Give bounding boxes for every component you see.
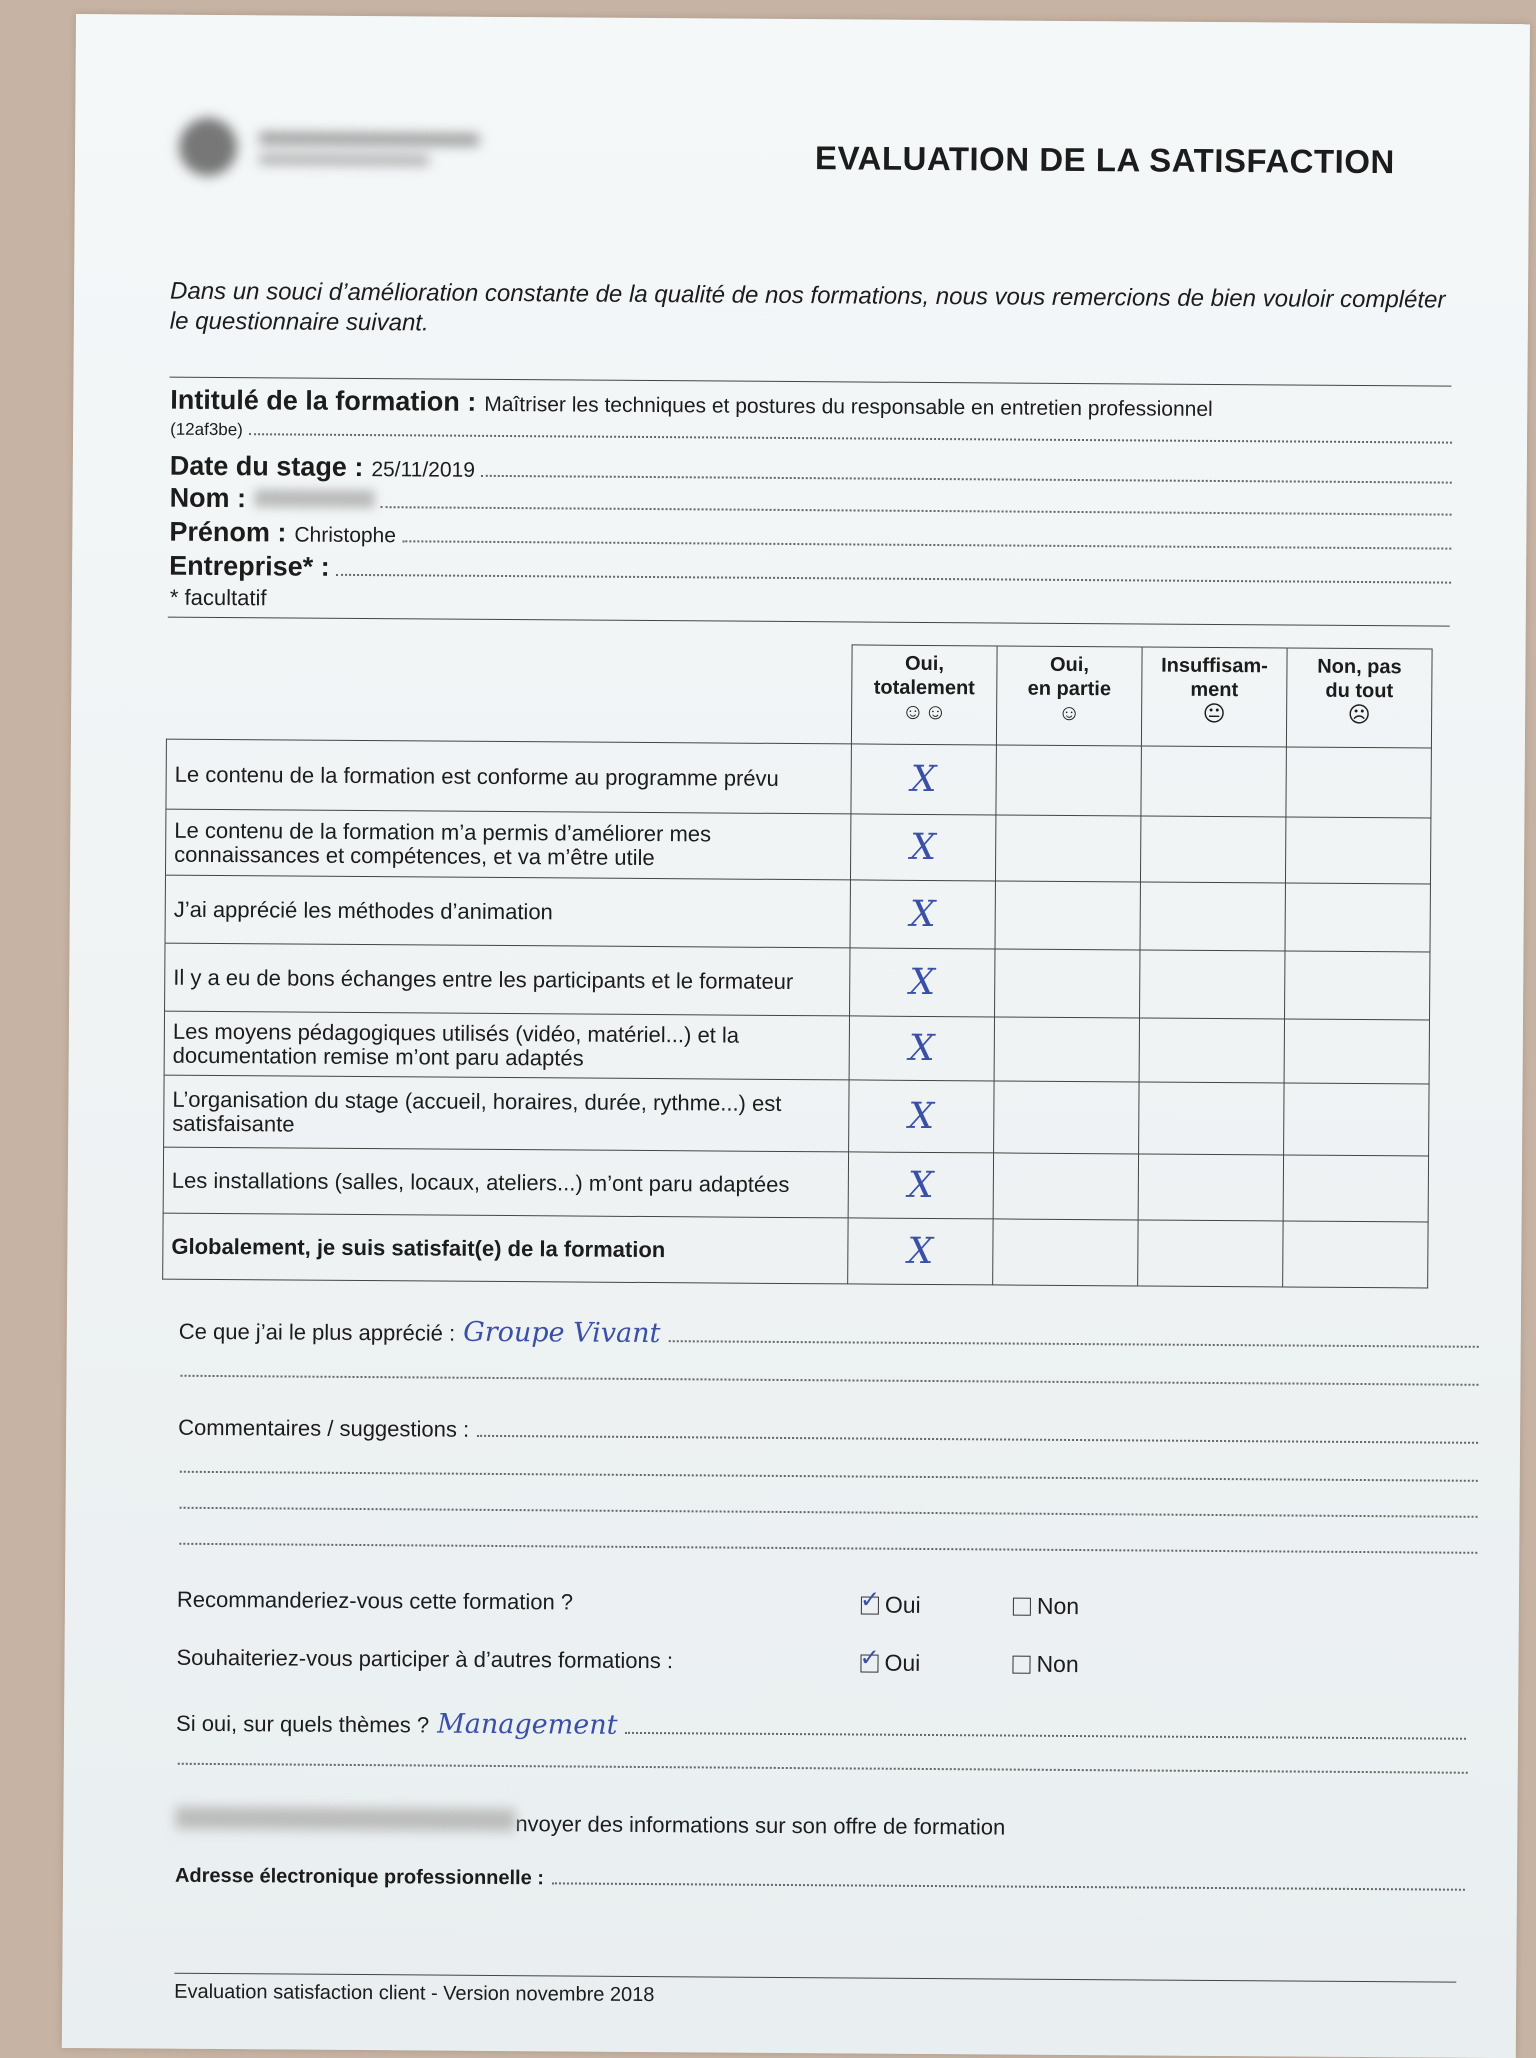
answer-cell[interactable] <box>1285 883 1430 952</box>
answer-cell[interactable] <box>1139 1018 1284 1083</box>
intro-text: Dans un souci d’amélioration constante de la qualité de nos formations, nous vous remercions de bien vouloir compléter le questionnaire suivant. <box>169 277 1446 337</box>
apprecie-field[interactable] <box>179 1315 1479 1355</box>
dotted-line <box>668 1328 1478 1348</box>
themes-handwritten: Management <box>437 1708 618 1741</box>
form-sheet <box>62 14 1530 2058</box>
answer-cell[interactable] <box>1138 1220 1283 1287</box>
recommander-question: Recommanderiez-vous cette formation ? <box>176 1586 574 1615</box>
cross-mark-icon: X <box>910 758 937 801</box>
divider <box>168 617 1450 627</box>
answer-cell[interactable] <box>851 744 996 815</box>
col-header-oui-en-partie: Oui, en partie ☺ <box>996 646 1142 746</box>
date-value: 25/11/2019 <box>371 458 475 482</box>
dotted-line <box>380 492 1452 515</box>
table-row <box>163 1147 1428 1222</box>
answer-cell[interactable] <box>1283 1155 1428 1222</box>
dotted-line <box>552 1870 1465 1890</box>
dotted-line <box>180 1375 1478 1386</box>
answer-cell[interactable] <box>994 1081 1139 1154</box>
cross-mark-icon: X <box>909 961 936 1004</box>
answer-cell[interactable] <box>995 949 1140 1018</box>
cross-mark-icon: X <box>910 826 937 869</box>
prenom-value: Christophe <box>294 523 397 548</box>
table-row <box>166 739 1431 818</box>
table-row <box>165 943 1430 1020</box>
redacted-name <box>254 489 374 508</box>
answer-cell[interactable] <box>1140 882 1285 951</box>
cross-mark-icon: X <box>907 1230 934 1273</box>
answer-cell[interactable] <box>848 1152 993 1219</box>
sad-face-icon: ☹ <box>1347 701 1371 728</box>
prenom-label: Prénom : <box>169 516 287 548</box>
answer-cell[interactable] <box>850 880 995 949</box>
cross-mark-icon: X <box>907 1164 934 1207</box>
question-text: Le contenu de la formation m’a permis d’améliorer mes connaissances et compétences, et va m’être utile <box>165 809 850 880</box>
intitule-field[interactable] <box>170 385 1452 425</box>
dotted-line <box>180 1507 1478 1518</box>
nom-label: Nom : <box>169 482 247 514</box>
question-text: Il y a eu de bons échanges entre les participants et le formateur <box>165 943 850 1016</box>
answer-cell[interactable] <box>1285 951 1430 1020</box>
answer-cell[interactable] <box>848 1218 993 1285</box>
footer-text: Evaluation satisfaction client - Version novembre 2018 <box>174 1980 655 2007</box>
question-text: L’organisation du stage (accueil, horaires, durée, rythme...) est satisfaisante <box>164 1075 849 1152</box>
smiley-icon: ☺ <box>1057 699 1081 726</box>
commentaires-field[interactable] <box>178 1415 1478 1450</box>
answer-cell[interactable] <box>1284 1083 1429 1156</box>
question-text: Les installations (salles, locaux, ateliers...) m’ont paru adaptées <box>163 1147 848 1218</box>
checked-checkbox-icon[interactable] <box>860 1654 878 1672</box>
recommander-non-option[interactable]: Non <box>1013 1593 1079 1620</box>
redacted-text <box>175 1807 515 1831</box>
answer-cell[interactable] <box>993 1153 1138 1220</box>
entreprise-field[interactable] <box>169 551 1451 591</box>
themes-field[interactable] <box>176 1707 1466 1747</box>
double-smiley-icon: ☺☺ <box>901 698 947 725</box>
adresse-label: Adresse électronique professionnelle : <box>174 1864 545 1890</box>
recommander-oui-option[interactable]: ✓ Oui <box>861 1592 921 1619</box>
question-text: Les moyens pédagogiques utilisés (vidéo, matériel...) et la documentation remise m’ont paru adaptés <box>164 1011 849 1080</box>
checkbox-icon[interactable] <box>1013 1597 1031 1615</box>
answer-cell[interactable] <box>995 881 1140 950</box>
intitule-label: Intitulé de la formation : <box>170 384 477 417</box>
prenom-field[interactable] <box>169 517 1451 557</box>
participer-non-option[interactable]: Non <box>1012 1651 1078 1678</box>
checked-checkbox-icon[interactable] <box>861 1596 879 1614</box>
entreprise-label: Entreprise* : <box>169 550 330 582</box>
answer-cell[interactable] <box>1283 1221 1428 1288</box>
answer-cell[interactable] <box>1286 747 1431 818</box>
answer-cell[interactable] <box>850 814 995 881</box>
answer-cell[interactable] <box>994 1017 1139 1082</box>
table-row <box>163 1213 1428 1288</box>
answer-cell[interactable] <box>850 948 995 1017</box>
cross-mark-icon: X <box>909 893 936 936</box>
satisfaction-table <box>162 640 1432 1289</box>
question-text: J’ai apprécié les méthodes d’animation <box>165 875 850 948</box>
envoyer-consent-text: nvoyer des informations sur son offre de formation <box>175 1807 1005 1841</box>
answer-cell[interactable] <box>1141 746 1286 817</box>
answer-cell[interactable] <box>849 1016 994 1081</box>
dotted-line <box>178 1763 1468 1774</box>
col-header-oui-totalement: Oui, totalement ☺☺ <box>851 645 997 745</box>
answer-cell[interactable] <box>1140 816 1285 883</box>
question-text: Globalement, je suis satisfait(e) de la formation <box>163 1213 848 1284</box>
dotted-line <box>481 461 1452 484</box>
dotted-line <box>180 1471 1478 1482</box>
intitule-value: Maîtriser les techniques et postures du responsable en entretien professionnel <box>484 392 1213 421</box>
themes-label: Si oui, sur quels thèmes ? <box>175 1710 430 1738</box>
table-row <box>165 809 1430 884</box>
company-logo <box>179 110 500 194</box>
checkbox-icon[interactable] <box>1012 1655 1030 1673</box>
participer-oui-option[interactable]: ✓ Oui <box>860 1650 920 1677</box>
date-label: Date du stage : <box>169 450 364 483</box>
answer-cell[interactable] <box>995 815 1140 882</box>
cross-mark-icon: X <box>908 1095 935 1138</box>
question-text: Le contenu de la formation est conforme au programme prévu <box>166 739 851 814</box>
answer-cell[interactable] <box>849 1080 994 1153</box>
answer-cell[interactable] <box>1138 1154 1283 1221</box>
table-row <box>164 1011 1429 1084</box>
page-title: EVALUATION DE LA SATISFACTION <box>814 139 1395 181</box>
col-header-insuffisamment: Insuffisam- ment 😐 <box>1141 647 1287 747</box>
col-header-non-pas-du-tout: Non, pas du tout ☹ <box>1286 648 1432 748</box>
cross-mark-icon: X <box>908 1027 935 1070</box>
dotted-line <box>179 1543 1477 1554</box>
dotted-line <box>336 560 1452 584</box>
facultatif-note: * facultatif <box>169 584 267 611</box>
dotted-line <box>625 1720 1466 1740</box>
answer-cell[interactable] <box>1140 950 1285 1019</box>
answer-cell[interactable] <box>996 745 1141 816</box>
answer-cell[interactable] <box>1139 1082 1284 1155</box>
dotted-line <box>477 1423 1478 1444</box>
table-row <box>164 1075 1429 1156</box>
participer-question: Souhaiteriez-vous participer à d’autres formations : <box>176 1644 674 1674</box>
dotted-line <box>402 526 1451 549</box>
table-row <box>165 875 1430 952</box>
answer-cell[interactable] <box>1284 1019 1429 1084</box>
apprecie-handwritten: Groupe Vivant <box>463 1316 661 1350</box>
answer-cell[interactable] <box>1285 817 1430 884</box>
commentaires-label: Commentaires / suggestions : <box>178 1414 470 1442</box>
neutral-face-icon: 😐 <box>1202 700 1226 727</box>
intitule-code: (12af3be) <box>170 419 243 440</box>
apprecie-label: Ce que j’ai le plus apprécié : <box>178 1318 456 1346</box>
adresse-field[interactable] <box>175 1865 1465 1897</box>
answer-cell[interactable] <box>993 1219 1138 1286</box>
